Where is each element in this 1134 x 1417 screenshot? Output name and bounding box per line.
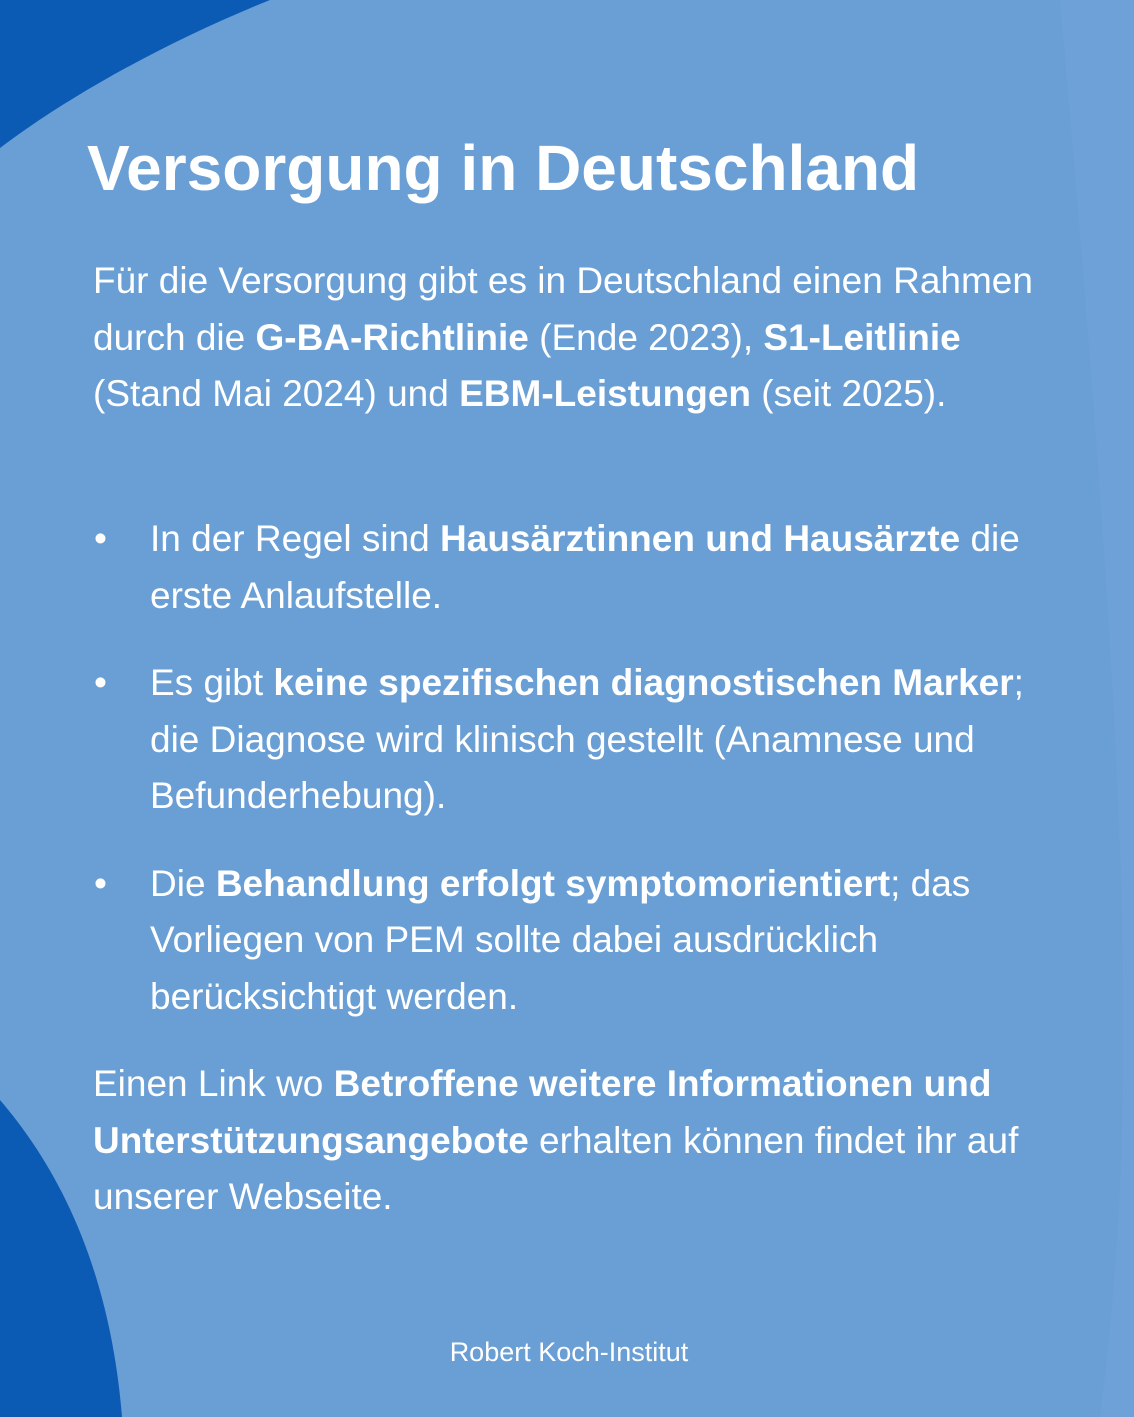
intro-text: Für die Versorgung gibt es in Deutschland einen Rahmen durch die bbox=[93, 260, 1033, 358]
bullet-text: die erste Anlaufstelle. bbox=[150, 518, 1020, 616]
outro-text: Einen Link wo bbox=[93, 1063, 334, 1104]
bullet-text: ; das Vorliegen von PEM sollte dabei ausdrücklich berücksichtigt werden. bbox=[150, 862, 971, 1017]
bullet-list bbox=[93, 511, 1053, 1056]
bullet-text: In der Regel sind bbox=[150, 518, 441, 559]
intro-paragraph bbox=[93, 253, 1053, 423]
page-title: Versorgung in Deutschland bbox=[87, 132, 920, 204]
bullet-emphasis: Hausärztinnen und Hausärzte bbox=[440, 518, 961, 559]
footer-source: Robert Koch-Institut bbox=[449, 1337, 689, 1367]
list-item bbox=[93, 511, 1053, 624]
intro-emphasis: EBM-Leistungen bbox=[459, 373, 752, 414]
intro-emphasis: S1-Leitlinie bbox=[763, 316, 961, 358]
bullet-icon: • bbox=[94, 518, 107, 559]
intro-text: (seit 2025). bbox=[751, 373, 947, 414]
bullet-emphasis: keine spezifischen diagnostischen Marker bbox=[273, 662, 1014, 703]
bullet-text: Die bbox=[150, 862, 216, 904]
outro-emphasis: Betroffene weitere Informationen und Unterstützungsangebote bbox=[93, 1063, 992, 1161]
bullet-text: ; die Diagnose wird klinisch gestellt (Anamnese und Befunderhebung). bbox=[150, 662, 1024, 816]
list-item bbox=[93, 856, 1053, 1026]
list-item bbox=[93, 655, 1053, 825]
bullet-icon: • bbox=[94, 862, 107, 904]
intro-text: (Stand Mai 2024) und bbox=[93, 373, 460, 414]
outro-text: erhalten können findet ihr auf unserer Webseite. bbox=[93, 1119, 1019, 1217]
bullet-text: Es gibt bbox=[150, 662, 274, 703]
bullet-emphasis: Behandlung erfolgt symptomorientiert bbox=[215, 862, 891, 904]
intro-emphasis: G-BA-Richtlinie bbox=[255, 316, 529, 358]
bullet-icon: • bbox=[94, 662, 107, 703]
intro-text: (Ende 2023), bbox=[528, 316, 764, 358]
outro-paragraph bbox=[93, 1056, 1053, 1226]
